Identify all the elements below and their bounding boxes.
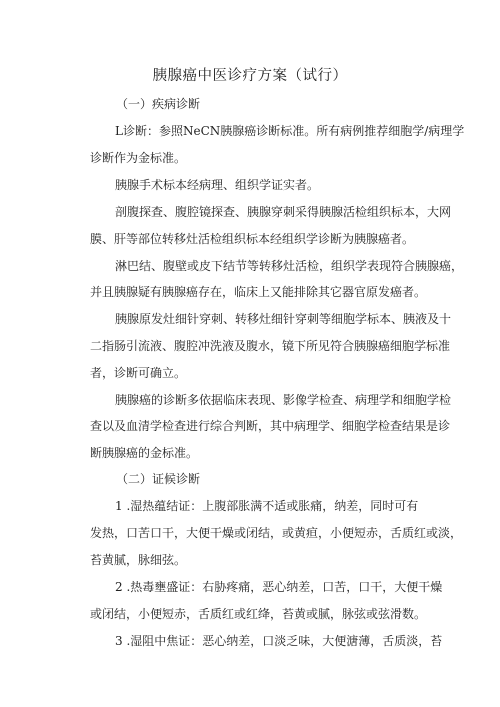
paragraph-line: 查以及血清学检查进行综合判断，其中病理学、细胞学检查结果是诊 <box>90 419 451 433</box>
paragraph-line: 断胰腺癌的金标准。 <box>90 446 199 460</box>
paragraph-line: 3 .湿阻中焦证：恶心纳差，口淡乏味，大便溏薄，舌质淡，苔 <box>115 634 443 648</box>
paragraph-line: 淋巴结、腹壁或皮下结节等转移灶活检，组织学表现符合胰腺癌， <box>115 259 464 273</box>
paragraph-line: L诊断：参照NeCN胰腺癌诊断标准。所有病例推荐细胞学/病理学 <box>115 124 465 138</box>
section-heading-disease-diagnosis: （一）疾病诊断 <box>116 97 201 111</box>
paragraph-line: 诊断作为金标准。 <box>90 151 187 165</box>
paragraph-line: 胰腺癌的诊断多依据临床表现、影像学检查、病理学和细胞学检 <box>115 393 452 407</box>
paragraph-line: 发热，口苦口干，大便干燥或闭结，或黄疸，小便短赤，舌质红或淡， <box>90 526 463 540</box>
paragraph-line: 并且胰腺疑有胰腺癌存在，临床上又能排除其它器官原发癌者。 <box>90 285 427 299</box>
paragraph-line: 剖腹探查、腹腔镜探查、胰腺穿刺采得胰腺活检组织标本，大网 <box>115 205 452 219</box>
paragraph-line: 胰腺原发灶细针穿刺、转移灶细针穿刺等细胞学标本、胰液及十 <box>115 312 452 326</box>
document-title: 胰腺癌中医诊疗方案（试行） <box>152 68 348 84</box>
paragraph-line: 膜、肝等部位转移灶活检组织标本经组织学诊断为胰腺癌者。 <box>90 232 415 246</box>
paragraph-line: 或闭结，小便短赤，舌质红或红绛，苔黄或腻，脉弦或弦滑数。 <box>90 607 427 621</box>
paragraph-line: 2 .热毒壅盛证：右胁疼痛，恶心纳差，口苦，口干，大便干燥 <box>115 580 443 594</box>
paragraph-line: 1 .湿热蕴结证：上腹部胀满不适或胀痛，纳差，同时可有 <box>115 499 419 513</box>
paragraph-line: 二指肠引流液、腹腔冲洗液及腹水，镜下所见符合胰腺癌细胞学标准 <box>90 339 451 353</box>
paragraph-line: 者，诊断可确立。 <box>90 366 187 380</box>
paragraph-line: 胰腺手术标本经病理、组织学证实者。 <box>115 178 320 192</box>
section-heading-syndrome-diagnosis: （二）证候诊断 <box>116 472 201 486</box>
paragraph-line: 苔黄腻，脉细弦。 <box>90 553 187 567</box>
